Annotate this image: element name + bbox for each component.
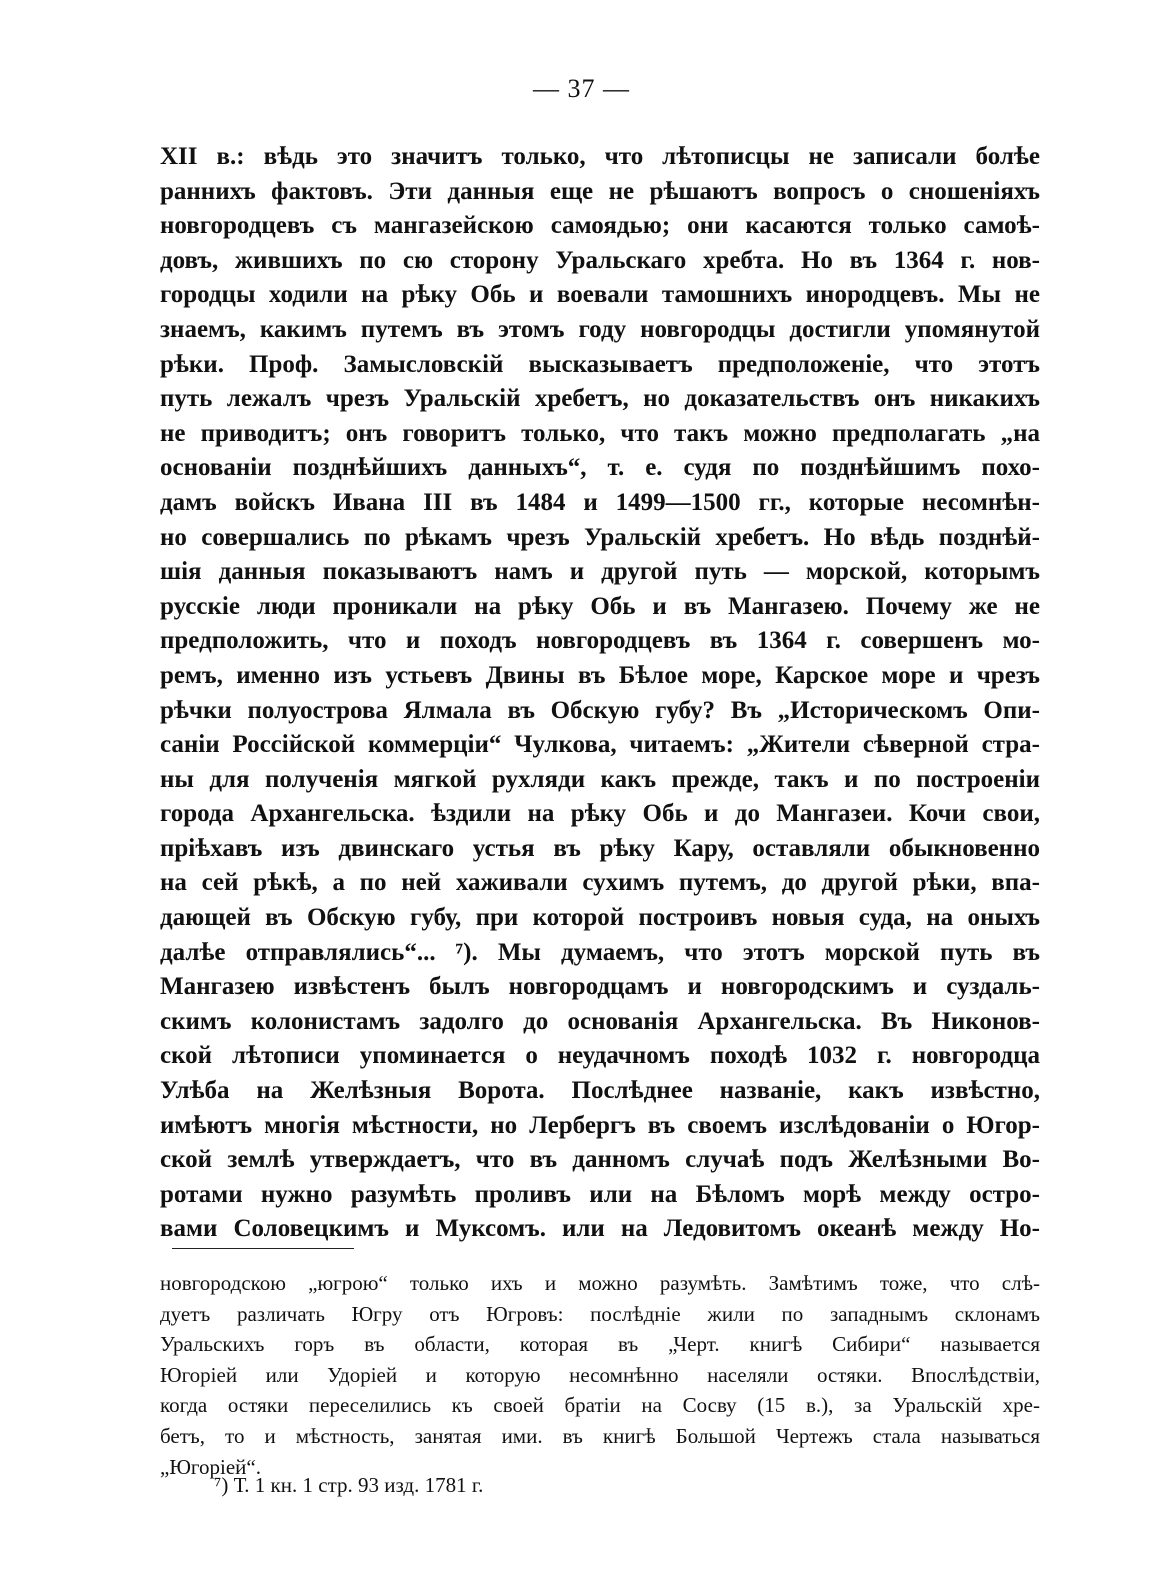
footnote-divider xyxy=(172,1248,354,1249)
text-line: путь лежалъ чрезъ Уральскій хребетъ, но доказательствъ онъ никакихъ xyxy=(160,385,1040,413)
footnote-7 xyxy=(214,1470,483,1500)
text-line: новгородцевъ съ мангазейскою самоядью; они касаются только самоѣ- xyxy=(160,212,1040,240)
text-line: раннихъ фактовъ. Эти данныя еще не рѣшаютъ вопросъ о сношеніяхъ xyxy=(160,177,1040,205)
text-line: XII в.: вѣдь это значитъ только, что лѣтописцы не записали болѣе xyxy=(160,143,1040,170)
text-line: имѣютъ многія мѣстности, но Лербергъ въ своемъ изслѣдованіи о Югор- xyxy=(160,1111,1040,1139)
text-line: далѣе отправлялись“... ⁷). Мы думаемъ, что этотъ морской путь въ xyxy=(160,938,1040,966)
text-line: саніи Россійской коммерціи“ Чулкова, читаемъ: „Жители сѣверной стра- xyxy=(160,731,1040,759)
text-line: вами Соловецкимъ и Муксомъ. или на Ледовитомъ океанѣ между Но- xyxy=(160,1215,1040,1243)
footnote-mark: ⁷) xyxy=(214,1473,229,1497)
text-line: на сей рѣкѣ, а по ней хаживали сухимъ путемъ, до другой рѣки, впа- xyxy=(160,869,1040,897)
note-line: Югоріей или Удоріей и которую несомнѣнно населяли остяки. Впослѣдствіи, xyxy=(160,1362,1040,1387)
text-line: ской землѣ утверждаетъ, что въ данномъ случаѣ подъ Желѣзными Во- xyxy=(160,1146,1040,1174)
text-line: ской лѣтописи упоминается о неудачномъ походѣ 1032 г. новгородца xyxy=(160,1042,1040,1070)
text-line: скимъ колонистамъ задолго до основанія Архангельска. Въ Никонов- xyxy=(160,1007,1040,1035)
text-line: Улѣба на Желѣзныя Ворота. Послѣднее названіе, какъ извѣстно, xyxy=(160,1077,1040,1105)
text-line: ротами нужно разумѣть проливъ или на Бѣломъ морѣ между остро- xyxy=(160,1180,1040,1208)
text-line: русскіе люди проникали на рѣку Обь и въ Мангазею. Почему же не xyxy=(160,592,1040,620)
text-line: пріѣхавъ изъ двинскаго устья въ рѣку Кару, оставляли обыкновенно xyxy=(160,834,1040,862)
text-line: знаемъ, какимъ путемъ въ этомъ году новгородцы достигли упомянутой xyxy=(160,315,1040,343)
text-line: ремъ, именно изъ устьевъ Двины въ Бѣлое море, Карское море и чрезъ xyxy=(160,661,1040,689)
text-line: довъ, жившихъ по сю сторону Уральскаго хребта. Но въ 1364 г. нов- xyxy=(160,246,1040,274)
text-line: предположить, что и походъ новгородцевъ въ 1364 г. совершенъ мо- xyxy=(160,627,1040,655)
page-number: — 37 — xyxy=(533,74,630,103)
text-line: ны для полученія мягкой рухляди какъ прежде, такъ и по построеніи xyxy=(160,765,1040,793)
note-line: „Югоріей“. xyxy=(160,1454,261,1479)
note-line: бетъ, то и мѣстность, занятая ими. въ книгѣ Большой Чертежъ стала называться xyxy=(160,1423,1040,1448)
text-line: рѣки. Проф. Замысловскій высказываетъ предположеніе, что этотъ xyxy=(160,350,1040,378)
text-line: Мангазею извѣстенъ былъ новгородцамъ и новгородскимъ и суздаль- xyxy=(160,973,1040,1001)
note-line: дуетъ различать Югру отъ Югровъ: послѣдніе жили по западнымъ склонамъ xyxy=(160,1301,1040,1326)
note-line: новгородскою „югрою“ только ихъ и можно разумѣть. Замѣтимъ тоже, что слѣ- xyxy=(160,1271,1040,1295)
text-line: но совершались по рѣкамъ чрезъ Уральскій хребетъ. Но вѣдь позднѣй- xyxy=(160,523,1040,551)
text-line: основаніи позднѣйшихъ данныхъ“, т. е. судя по позднѣйшимъ похо- xyxy=(160,454,1040,482)
text-line: не приводитъ; онъ говоритъ только, что такъ можно предполагать „на xyxy=(160,419,1040,447)
text-line: городцы ходили на рѣку Обь и воевали тамошнихъ инородцевъ. Мы не xyxy=(160,281,1040,309)
text-line: шія данныя показываютъ намъ и другой путь — морской, которымъ xyxy=(160,558,1040,586)
note-line: Уральскихъ горъ въ области, которая въ „Черт. книгѣ Сибири“ называется xyxy=(160,1332,1040,1357)
footnote-text: Т. 1 кн. 1 стр. 93 изд. 1781 г. xyxy=(233,1473,484,1497)
continued-note-block xyxy=(160,1268,1040,1482)
note-line: когда остяки переселились къ своей братіи на Сосву (15 в.), за Уральскій хре- xyxy=(160,1393,1040,1418)
text-line: города Архангельска. ѣздили на рѣку Обь и до Мангазеи. Кочи свои, xyxy=(160,800,1040,828)
text-line: рѣчки полуострова Ялмала въ Обскую губу? Въ „Историческомъ Опи- xyxy=(160,696,1040,724)
text-line: дающей въ Обскую губу, при которой построивъ новыя суда, на оныхъ xyxy=(160,904,1040,932)
main-text-block xyxy=(160,140,1040,1247)
text-line: дамъ войскъ Ивана III въ 1484 и 1499—1500 гг., которые несомнѣн- xyxy=(160,488,1040,516)
